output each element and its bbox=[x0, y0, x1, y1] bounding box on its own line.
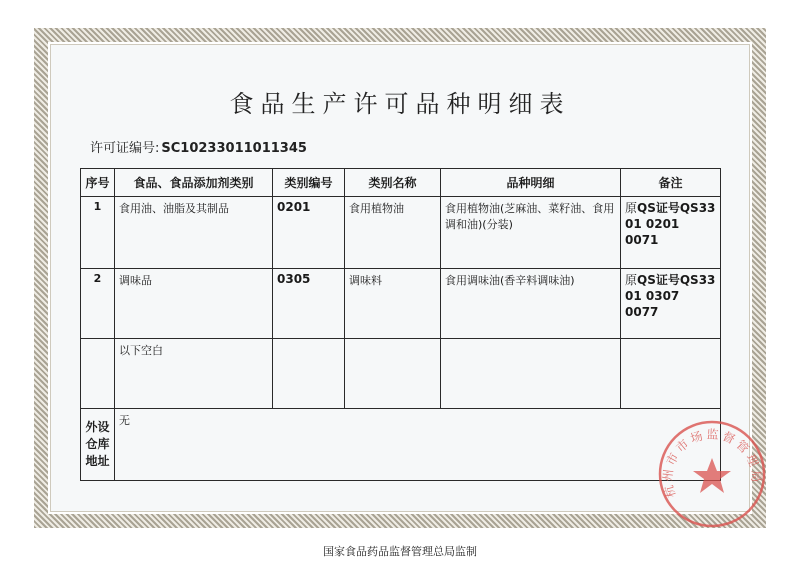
row-no: 1 bbox=[81, 197, 115, 269]
row-name: 食用植物油 bbox=[345, 197, 441, 269]
product-table bbox=[80, 168, 721, 481]
license-number: SC10233011011345 bbox=[161, 141, 307, 156]
warehouse-value: 无 bbox=[115, 409, 721, 481]
warehouse-row bbox=[81, 409, 721, 481]
header-code: 类别编号 bbox=[273, 169, 345, 197]
row-no: 2 bbox=[81, 269, 115, 339]
blank-note: 以下空白 bbox=[115, 339, 273, 409]
note-qs: QS证号QS33 bbox=[637, 273, 716, 287]
row-code: 0201 bbox=[273, 197, 345, 269]
license-label: 许可证编号: bbox=[90, 141, 160, 156]
table-header-row bbox=[81, 169, 721, 197]
header-note: 备注 bbox=[621, 169, 721, 197]
header-category: 食品、食品添加剂类别 bbox=[115, 169, 273, 197]
page-title: 食品生产许可品种明细表 bbox=[229, 90, 571, 118]
license-line bbox=[90, 137, 307, 156]
official-seal-icon bbox=[656, 418, 768, 530]
note-qs: QS证号QS33 bbox=[637, 201, 716, 215]
row-detail: 食用调味油(香辛料调味油) bbox=[441, 269, 621, 339]
seal-text: 杭州市市场监督管理局 bbox=[660, 427, 764, 500]
footer-note: 国家食品药品监督管理总局监制 bbox=[323, 545, 477, 558]
table-row-blank bbox=[81, 339, 721, 409]
row-category: 食用油、油脂及其制品 bbox=[115, 197, 273, 269]
table-row bbox=[81, 197, 721, 269]
row-detail: 食用植物油(芝麻油、菜籽油、食用调和油)(分装) bbox=[441, 197, 621, 269]
row-note bbox=[621, 197, 721, 269]
table-row bbox=[81, 269, 721, 339]
row-code: 0305 bbox=[273, 269, 345, 339]
row-name: 调味料 bbox=[345, 269, 441, 339]
note-prefix: 原 bbox=[625, 201, 638, 215]
note-prefix: 原 bbox=[625, 273, 638, 287]
header-no: 序号 bbox=[81, 169, 115, 197]
note-number: 01 0307 0077 bbox=[625, 289, 680, 319]
warehouse-label: 外设仓库地址 bbox=[81, 409, 115, 481]
row-note bbox=[621, 269, 721, 339]
note-number: 01 0201 0071 bbox=[625, 217, 680, 247]
header-detail: 品种明细 bbox=[441, 169, 621, 197]
row-category: 调味品 bbox=[115, 269, 273, 339]
header-name: 类别名称 bbox=[345, 169, 441, 197]
